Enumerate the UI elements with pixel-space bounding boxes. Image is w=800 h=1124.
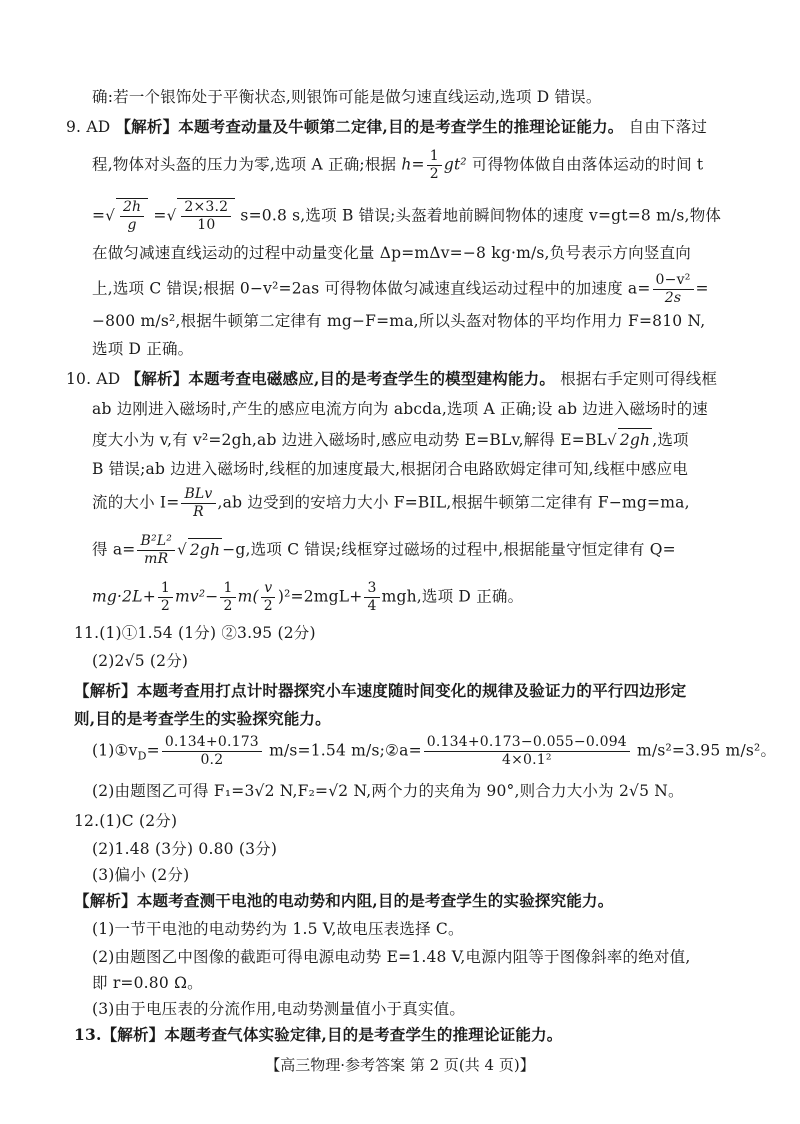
fraction-denominator: g [127,217,137,233]
text-fragment: s=0.8 s,选项 B 错误;头盔着地前瞬间物体的速度 v=gt=8 m/s,物体 [240,206,722,225]
fraction-denominator: 4×0.1² [501,752,552,768]
fraction [120,199,144,234]
fraction-numerator: v [261,580,275,598]
text-fragment: −g,选项 C 错误;线框穿过磁场的过程中,根据能量守恒定律有 Q= [222,540,676,559]
fraction [220,580,235,615]
question-number: 9. AD [66,118,111,136]
text-fragment: 上,选项 C 错误;根据 0−v²=2as 可得物体做匀减速直线运动过程中的加速度 a= [92,279,651,298]
question-11-answer: 11.(1)①1.54 (1分) ②3.95 (2分) [74,624,316,642]
text-fragment: m/s=1.54 m/s;②a= [269,741,422,760]
text-line: −800 m/s²,根据牛顿第二定律有 mg−F=ma,所以头盔对物体的平均作用力 F=810 N, [92,312,706,330]
sqrt-icon: √ [166,206,177,225]
math-fragment: 2gh [618,428,652,451]
fraction [364,580,379,615]
math-fragment: = [153,206,167,225]
question-13-header: 13.【解析】本题考查气体实验定律,目的是考查学生的推理论证能力。 [74,1025,563,1044]
text-line: 选项 D 正确。 [92,340,194,358]
fraction-denominator: R [193,504,204,520]
text-fragment: (1)①v [92,741,138,760]
fraction [181,199,231,234]
text-fragment: 流的大小 I= [92,493,180,512]
fraction-numerator: 2h [120,199,144,217]
text-line [92,580,523,615]
question-12-answer: (3)偏小 (2分) [92,866,190,884]
fraction [162,734,262,769]
math-fragment: = [92,206,106,225]
text-fragment: 可得物体做自由落体运动的时间 t [471,155,704,174]
analysis-tag: 【解析】本题考查动量及牛顿第二定律,目的是考查学生的推理论证能力。 [115,117,624,136]
math-fragment: h= [401,155,425,174]
text-line [92,486,690,521]
fraction-denominator: 0.2 [200,752,224,768]
text-line: (3)由于电压表的分流作用,电动势测量值小于真实值。 [92,1000,466,1018]
text-line: 在做匀减速直线运动的过程中动量变化量 Δp=mΔv=−8 kg·m/s,负号表示方向竖直向 [92,244,691,262]
sqrt-icon: √ [105,206,115,225]
fraction [158,580,173,615]
text-line: 确:若一个银饰处于平衡状态,则银饰可能是做匀速直线运动,选项 D 错误。 [92,88,602,106]
fraction [261,580,276,615]
fraction [137,533,175,568]
question-12-answer: 12.(1)C (2分) [74,812,178,830]
fraction-denominator: 10 [197,217,216,233]
text-fragment: 得 a= [92,540,136,559]
text-fragment: 自由下落过 [628,118,708,136]
math-fragment: = [146,741,160,760]
question-10-header [66,368,717,390]
text-fragment: 程,物体对头盔的压力为零,选项 A 正确;根据 [92,155,397,174]
fraction [424,734,630,769]
text-line: (2)由题图乙可得 F₁=3√2 N,F₂=√2 N,两个力的夹角为 90°,则合力大小为 2√5 N。 [92,782,684,800]
text-line: ab 边刚进入磁场时,产生的感应电流方向为 abcda,选项 A 正确;设 ab 边进入磁场时的速 [92,400,708,418]
text-fragment: mv²− [175,587,219,606]
text-line: (1)一节干电池的电动势约为 1.5 V,故电压表选择 C。 [92,920,464,938]
text-line: B 错误;ab 边进入磁场时,线框的加速度最大,根据闭合电路欧姆定律可知,线框中感应电 [92,460,689,478]
sqrt-icon: √ [177,540,187,559]
text-fragment: m/s²=3.95 m/s²。 [637,741,777,760]
question-12-answer: (2)1.48 (3分) 0.80 (3分) [92,840,278,858]
math-fragment: = [695,279,709,298]
text-fragment: mg·2L+ [92,587,156,606]
question-number: 10. AD [66,370,121,388]
question-11-answer: (2)2√5 (2分) [92,652,189,670]
text-line [92,148,703,183]
subscript: D [137,749,147,763]
fraction-numerator: B²L² [137,533,175,551]
fraction-denominator: 2 [223,598,233,614]
text-line [92,734,776,769]
text-line: (2)由题图乙中图像的截距可得电源电动势 E=1.48 V,电源内阻等于图像斜率的绝对值, [92,948,691,966]
math-fragment: 2gh [188,538,222,561]
text-fragment: 度大小为 v,有 v²=2gh,ab 边进入磁场时,感应电动势 E=BLv,解得 E=BL [92,431,608,449]
fraction-numerator: BLv [181,486,215,504]
text-line [92,533,676,568]
text-fragment: mgh,选项 D 正确。 [381,587,524,606]
analysis-tag: 则,目的是考查学生的实验探究能力。 [74,709,331,728]
fraction-denominator: 2 [160,598,170,614]
fraction-numerator: 3 [364,580,379,598]
fraction-numerator: 1 [158,580,173,598]
fraction-denominator: 4 [367,598,377,614]
fraction-denominator: 2 [429,166,439,182]
analysis-tag: 【解析】本题考查电磁感应,目的是考查学生的模型建构能力。 [125,369,556,388]
fraction-numerator: 1 [220,580,235,598]
math-fragment: gt² [443,155,467,174]
text-fragment: 根据右手定则可得线框 [560,370,718,388]
text-fragment: m( [237,587,259,606]
text-fragment: ,ab 边受到的安培力大小 F=BIL,根据牛顿第二定律有 F−mg=ma, [217,493,690,512]
text-line [92,198,721,234]
text-fragment: )²=2mgL+ [277,587,363,606]
analysis-tag: 【解析】本题考查用打点计时器探究小车速度随时间变化的规律及验证力的平行四边形定 [74,681,687,700]
fraction-numerator: 0−v² [653,272,694,290]
page-footer: 【高三物理·参考答案 第 2 页(共 4 页)】 [265,1056,535,1074]
text-fragment: ,选项 [652,431,689,449]
fraction [427,148,442,183]
fraction [653,272,694,307]
text-line [92,272,709,307]
fraction-numerator: 0.134+0.173 [162,734,262,752]
question-9-header [66,116,707,138]
text-line: 即 r=0.80 Ω。 [92,974,203,992]
fraction-denominator: 2 [263,598,273,614]
text-line [92,428,689,451]
fraction-numerator: 1 [427,148,442,166]
fraction-numerator: 0.134+0.173−0.055−0.094 [424,734,630,752]
fraction [181,486,215,521]
fraction-denominator: mR [144,551,169,567]
fraction-denominator: 2s [664,290,682,306]
fraction-numerator: 2×3.2 [181,199,231,217]
sqrt-icon: √ [607,431,617,449]
analysis-tag: 【解析】本题考查测干电池的电动势和内阻,目的是考查学生的实验探究能力。 [74,891,614,910]
